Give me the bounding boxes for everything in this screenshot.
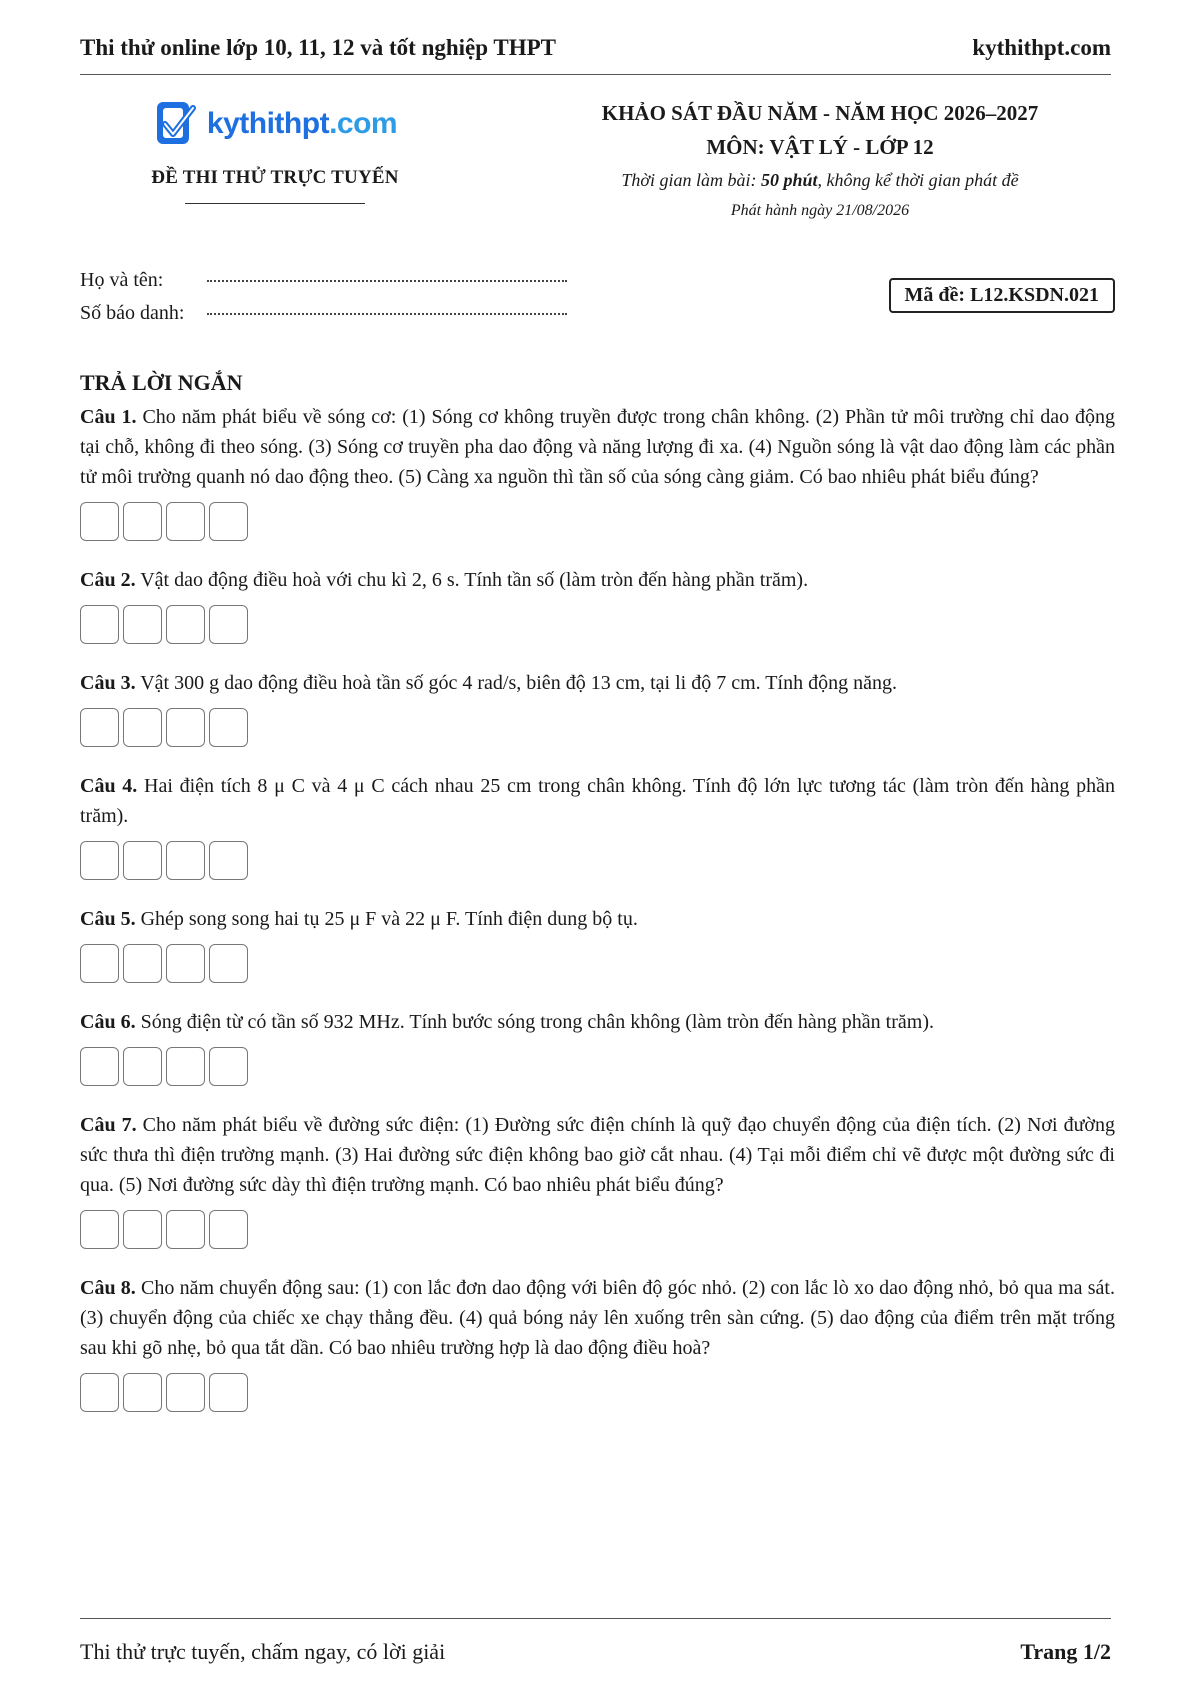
- exam-code-badge: Mã đề: L12.KSDN.021: [889, 278, 1115, 313]
- exam-subject: MÔN: VẬT LÝ - LỚP 12: [706, 135, 934, 159]
- answer-box[interactable]: [80, 944, 119, 983]
- answer-box[interactable]: [123, 841, 162, 880]
- answer-boxes: [80, 605, 1115, 644]
- question-number: Câu 4.: [80, 775, 138, 797]
- answer-box[interactable]: [80, 1373, 119, 1412]
- answer-box[interactable]: [209, 605, 248, 644]
- student-id-label: Số báo danh:: [80, 302, 185, 324]
- answer-box[interactable]: [80, 708, 119, 747]
- header-site-name: kythithpt.com: [972, 35, 1111, 60]
- answer-box[interactable]: [166, 1210, 205, 1249]
- answer-box[interactable]: [166, 708, 205, 747]
- name-label: Họ và tên:: [80, 269, 164, 291]
- footer-text: Thi thử trực tuyến, chấm ngay, có lời giải: [80, 1639, 446, 1664]
- question-text: [80, 1273, 1115, 1363]
- question-text: [80, 565, 1115, 595]
- answer-box[interactable]: [80, 605, 119, 644]
- question-6: [80, 1007, 1115, 1086]
- question-body: Hai điện tích 8 μ C và 4 μ C cách nhau 25 cm trong chân không. Tính độ lớn lực tương tác (làm tròn đến hàng phần trăm).: [80, 775, 1115, 827]
- question-body: Sóng điện từ có tần số 932 MHz. Tính bước sóng trong chân không (làm tròn đến hàng phần trăm).: [140, 1011, 934, 1033]
- question-number: Câu 8.: [80, 1277, 136, 1299]
- answer-box[interactable]: [123, 1373, 162, 1412]
- answer-box[interactable]: [80, 841, 119, 880]
- question-text: [80, 771, 1115, 831]
- section-title: TRẢ LỜI NGẮN: [80, 370, 243, 395]
- answer-boxes: [80, 1210, 1115, 1249]
- exam-title: KHẢO SÁT ĐẦU NĂM - NĂM HỌC 2026–2027: [601, 101, 1039, 125]
- question-4: [80, 771, 1115, 880]
- answer-box[interactable]: [209, 841, 248, 880]
- answer-box[interactable]: [166, 502, 205, 541]
- student-info: [80, 264, 567, 330]
- question-text: [80, 1110, 1115, 1200]
- question-body: Cho năm chuyển động sau: (1) con lắc đơn dao động với biên độ góc nhỏ. (2) con lắc lò xo dao động nhỏ, bỏ qua ma sát. (3) chuyển động của chiếc xe chạy thẳng đều. (4) quả bóng nảy lên xuống trên sàn cứng. (5) dao động của điểm trên mặt trống sau khi gõ nhẹ, bỏ qua tắt dần. Có bao nhiêu trường hợp là dao động điều hoà?: [80, 1277, 1115, 1359]
- student-id-field[interactable]: [207, 312, 567, 315]
- question-text: [80, 668, 1115, 698]
- running-header: [80, 22, 1111, 75]
- answer-box[interactable]: [166, 1373, 205, 1412]
- question-number: Câu 7.: [80, 1114, 137, 1136]
- answer-boxes: [80, 841, 1115, 880]
- answer-boxes: [80, 1047, 1115, 1086]
- question-body: Cho năm phát biểu về đường sức điện: (1) Đường sức điện chính là quỹ đạo chuyển động của điện tích. (2) Nơi đường sức thưa thì điện trường mạnh. (3) Hai đường sức điện không bao giờ cắt nhau. (4) Tại mỗi điểm chỉ vẽ được một đường sức đi qua. (5) Nơi đường sức dày thì điện trường mạnh. Có bao nhiêu phát biểu đúng?: [80, 1114, 1116, 1196]
- answer-box[interactable]: [209, 502, 248, 541]
- question-3: [80, 668, 1115, 747]
- document-check-icon: [153, 100, 199, 148]
- page-footer: [80, 1618, 1111, 1665]
- answer-boxes: [80, 502, 1115, 541]
- answer-box[interactable]: [209, 944, 248, 983]
- answer-box[interactable]: [166, 944, 205, 983]
- answer-boxes: [80, 1373, 1115, 1412]
- question-text: [80, 402, 1115, 492]
- answer-box[interactable]: [209, 1047, 248, 1086]
- answer-box[interactable]: [123, 1047, 162, 1086]
- answer-box[interactable]: [209, 1373, 248, 1412]
- answer-box[interactable]: [209, 708, 248, 747]
- answer-box[interactable]: [123, 1210, 162, 1249]
- question-5: [80, 904, 1115, 983]
- question-body: Vật 300 g dao động điều hoà tần số góc 4 rad/s, biên độ 13 cm, tại li độ 7 cm. Tính động năng.: [140, 672, 897, 694]
- answer-box[interactable]: [166, 841, 205, 880]
- answer-boxes: [80, 708, 1115, 747]
- question-number: Câu 6.: [80, 1011, 136, 1033]
- site-logo: [153, 100, 397, 148]
- exam-release-date: Phát hành ngày 21/08/2026: [730, 202, 910, 219]
- answer-box[interactable]: [80, 502, 119, 541]
- answer-box[interactable]: [123, 502, 162, 541]
- short-answer-section: [80, 370, 1115, 1412]
- question-1: [80, 402, 1115, 541]
- question-number: Câu 2.: [80, 569, 136, 591]
- answer-box[interactable]: [123, 708, 162, 747]
- question-body: Ghép song song hai tụ 25 μ F và 22 μ F. Tính điện dung bộ tụ.: [140, 908, 638, 930]
- question-text: [80, 904, 1115, 934]
- answer-box[interactable]: [166, 1047, 205, 1086]
- logo-wordmark: kythithpt.com: [206, 107, 398, 140]
- question-number: Câu 3.: [80, 672, 136, 694]
- question-number: Câu 1.: [80, 406, 137, 428]
- question-8: [80, 1273, 1115, 1412]
- header-left-text: Thi thử online lớp 10, 11, 12 và tốt nghiệp THPT: [80, 35, 556, 60]
- subtitle-divider: [185, 203, 365, 204]
- question-text: [80, 1007, 1115, 1037]
- exam-title-block: [535, 96, 1105, 226]
- answer-box[interactable]: [80, 1047, 119, 1086]
- question-number: Câu 5.: [80, 908, 136, 930]
- question-7: [80, 1110, 1115, 1249]
- logo-block: [80, 100, 470, 204]
- question-body: Vật dao động điều hoà với chu kì 2, 6 s. Tính tần số (làm tròn đến hàng phần trăm).: [140, 569, 809, 591]
- answer-box[interactable]: [166, 605, 205, 644]
- exam-time: Thời gian làm bài: 50 phút, không kể thời gian phát đề: [621, 170, 1019, 190]
- answer-box[interactable]: [123, 944, 162, 983]
- answer-box[interactable]: [80, 1210, 119, 1249]
- page-number: Trang 1/2: [1020, 1639, 1111, 1664]
- answer-boxes: [80, 944, 1115, 983]
- answer-box[interactable]: [209, 1210, 248, 1249]
- name-field[interactable]: [207, 279, 567, 282]
- answer-box[interactable]: [123, 605, 162, 644]
- logo-subtitle: ĐỀ THI THỬ TRỰC TUYẾN: [151, 167, 399, 188]
- question-2: [80, 565, 1115, 644]
- question-body: Cho năm phát biểu về sóng cơ: (1) Sóng cơ không truyền được trong chân không. (2) Phần tử môi trường chỉ dao động tại chỗ, không đi theo sóng. (3) Sóng cơ truyền pha dao động và năng lượng đi xa. (4) Nguồn sóng là vật dao động làm các phần tử môi trường quanh nó dao động theo. (5) Càng xa nguồn thì tần số của sóng càng giảm. Có bao nhiêu phát biểu đúng?: [80, 406, 1116, 488]
